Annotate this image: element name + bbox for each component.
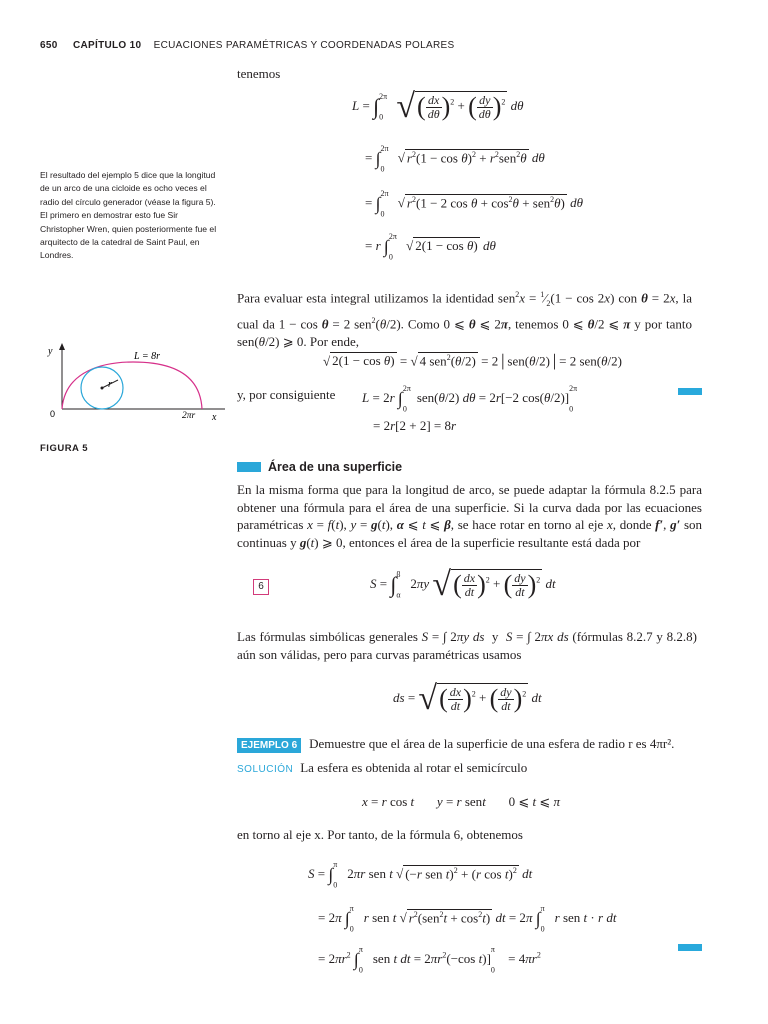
end-of-example-marker xyxy=(678,388,702,395)
eq-ds: ds = √( $\frac{dx}{dt}$ )$^2$ + ( $\frac{dy}{dt}$ )$^2$ dt xyxy=(393,680,542,717)
figure-caption: FIGURA 5 xyxy=(40,443,88,454)
paragraph-symbolic: Las fórmulas simbólicas generales S = ∫ 2πy ds y S = ∫ 2πx ds (fórmulas 8.2.7 y 8.2.8) aún son válidas, pero para curvas paramétricas usamos xyxy=(237,629,698,662)
chapter-label: CAPÍTULO 10 xyxy=(73,40,142,51)
eq-L-1: L = ∫$^{2\pi}$ $_0$ √( $\frac{dx}{d\theta}$ )$^2$ + ( $\frac{dy}{d\theta}$ )$^2$ dθ xyxy=(352,88,524,125)
sidebar-note: El resultado del ejemplo 5 dice que la longitud de un arco de una cicloide es ocho veces el radio del círculo generador (véase la figura 5). El primero en demostrar esto fue Sir Christopher Wren, quien posteriormente fue el arquitecto de la catedral de Saint Paul, en Londres. xyxy=(40,170,217,261)
eq-semicircle: x = r cos t y = r sent 0 ⩽ t ⩽ π xyxy=(362,794,561,809)
figure-5 xyxy=(35,340,235,430)
section-bar xyxy=(237,462,261,472)
paragraph-surface: En la misma forma que para la longitud de arco, se puede adaptar la fórmula 8.2.5 para obtener una fórmula para el área de una superficie. Si la curva dada por las ecuaciones paramétricas x = f(t), y = g(t), α ⩽ t ⩽ β, se hace rotar en torno al eje x, donde f′, g′ son continuas y g(t) ⩾ 0, entonces el área de la superficie resultante está dada por xyxy=(237,482,702,550)
cycloid-diagram xyxy=(35,340,235,430)
eq-L-final: = 2r[2 + 2] = 8r xyxy=(373,418,457,433)
example-badge: EJEMPLO 6 xyxy=(237,738,301,753)
eq-S-2: = 2π ∫$^\pi$ $_0$r sen t √ $r^2(sen^2t + \cos^2t)$ dt = 2π ∫$^\pi$ $_0$r sen t · r dt xyxy=(318,904,617,933)
eq-S-3: = $2\pi r^2$ ∫$^\pi$ $_0$sen t dt = $2\pi r^2(-\cos$ t)]$^\pi$ $_0 = 4\pi r^2$ xyxy=(318,945,541,974)
label-y: y xyxy=(48,346,53,357)
page-header xyxy=(40,40,454,51)
eq-L-2: = ∫$^{2\pi}$ $_0$ √ $r^2(1 - \cos \theta)^2 + r^2sen^2\theta$ dθ xyxy=(365,144,545,173)
eq-S-1: S = ∫$^\pi$ $_0$2πr sen t √ (−r sen t)$^2$ + (r cos t)$^2$ dt xyxy=(308,860,533,889)
eq-6-surface-area: S = ∫$^\beta$ $_\alpha$2πy √( $\frac{dx}{dt}$ )$^2$ + ( $\frac{dy}{dt}$ )$^2$ dt xyxy=(370,566,556,603)
eq-L-4: = r ∫$^{2\pi}$ $_0$ √ 2(1 − cos θ) dθ xyxy=(365,232,496,261)
label-L: L = 8r xyxy=(134,351,161,362)
paragraph-identity: Para evaluar esta integral utilizamos la identidad $sen^2x = ^1⁄_2(1 - \cos 2x)$ con θ = 2x, la cual da 1 − cos θ = 2 sen$^2$(θ/2). Como 0 ⩽ θ ⩽ 2π, tenemos 0 ⩽ θ/2 ⩽ π y por tanto sen(θ/2) ⩾ 0. Por ende, xyxy=(237,290,692,350)
label-x: x xyxy=(212,412,217,423)
eq-L-3: = ∫$^{2\pi}$ $_0$ √ $r^2(1 - 2$ $\cos \theta + \cos^2\theta + sen^2\theta$) dθ xyxy=(365,189,583,218)
chapter-title: ECUACIONES PARAMÉTRICAS Y COORDENADAS POLARES xyxy=(153,40,455,51)
text-para-surface: En la misma forma que para la longitud de arco, se puede adaptar la fórmula 8.2.5 para obtener una fórmula para el área de una superficie. Si la curva dada por las ecuaciones paramétricas xyxy=(237,482,702,532)
example-text: Demuestre que el área de la superficie de una esfera de radio r es 4πr². xyxy=(309,736,675,751)
example-6 xyxy=(237,735,674,753)
text-en-torno: en torno al eje x. Por tanto, de la fórmula 6, obtenemos xyxy=(237,827,523,842)
text-y-por-consiguiente: y, por consiguiente xyxy=(237,387,336,402)
solution-label: SOLUCIÓN xyxy=(237,764,294,775)
text-formulas-simbolicas: Las fórmulas simbólicas generales xyxy=(237,629,418,644)
y-axis-arrow xyxy=(59,343,65,350)
solution xyxy=(237,759,527,777)
solution-text: La esfera es obtenida al rotar el semicírculo xyxy=(300,760,528,775)
label-origin: 0 xyxy=(50,409,56,419)
end-of-example-marker-2 xyxy=(678,944,702,951)
section-title: Área de una superficie xyxy=(268,460,403,474)
eq-sqrt-identity: √ 2(1 − cos θ) = √ 4 sen$^2$(θ/2) = 2│sen(θ/2)│= 2 sen(θ/2) xyxy=(323,353,622,369)
equation-number-box: 6 xyxy=(253,579,269,595)
text-tenemos: tenemos xyxy=(237,66,281,81)
label-2pir: 2πr xyxy=(182,411,196,421)
page-number: 650 xyxy=(40,40,58,51)
cycloid-curve xyxy=(62,362,202,409)
label-r: r xyxy=(108,379,112,390)
eq-L-result: L = 2r ∫$^{2\pi}$ $_0$sen(θ/2) dθ = 2r[−2 cos(θ/2)]$^{2\pi}$ $_0$ xyxy=(362,384,578,413)
text-para-evaluar: Para evaluar esta integral utilizamos la identidad xyxy=(237,290,494,306)
